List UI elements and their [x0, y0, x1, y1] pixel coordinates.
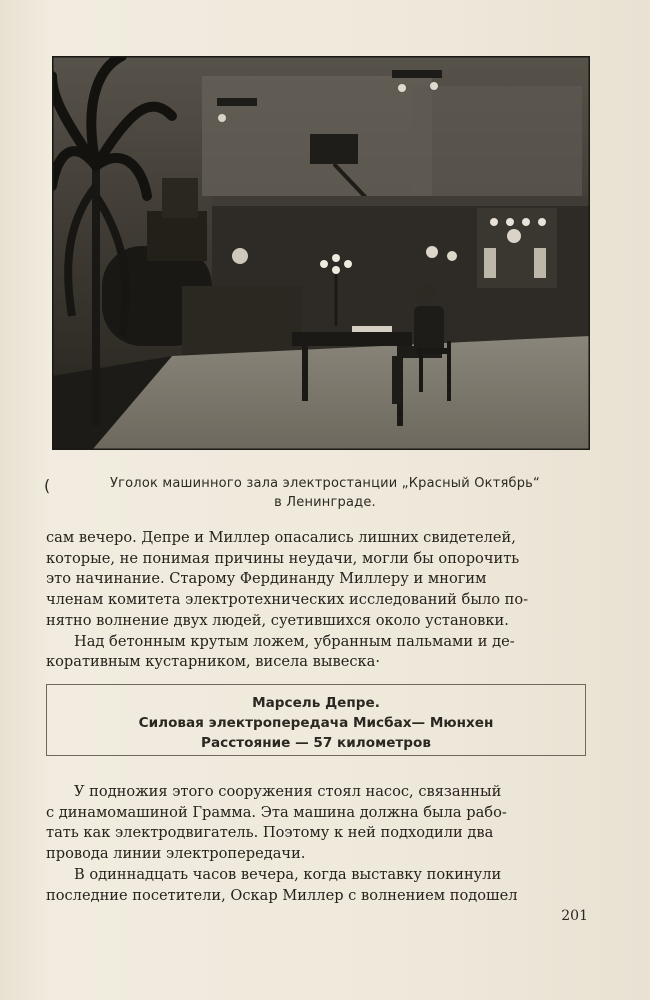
body-text-lower	[46, 782, 590, 906]
photo-illustration	[52, 56, 590, 450]
paragraph-3	[46, 782, 590, 865]
sign-line-1: Марсель Депре.	[252, 695, 380, 711]
sign-line-2: Силовая электропередача Мисбах— Мюнхен	[138, 715, 494, 731]
text-line: У подножия этого сооружения стоял насос, связанный	[74, 783, 502, 800]
page-number: 201	[561, 908, 588, 924]
caption-line-1: Уголок машинного зала электростанции „Красный Октябрь“	[110, 476, 540, 491]
paragraph-2	[46, 632, 590, 673]
text-line: тать как электродвигатель. Поэтому к ней подходили два	[46, 824, 494, 842]
text-line: сам вечеро. Депре и Миллер опасались лишних свидетелей,	[46, 529, 516, 546]
sign-line-3: Расстояние — 57 километров	[201, 735, 431, 751]
text-line: В одиннадцать часов вечера, когда выставку покинули	[74, 865, 502, 883]
text-line: провода линии электропередачи.	[46, 845, 306, 863]
paragraph-4	[46, 865, 590, 906]
machine-hall-photo	[52, 56, 590, 450]
photo-caption	[40, 474, 610, 512]
text-line: это начинание. Старому Фердинанду Миллеру и многим	[46, 570, 487, 588]
paragraph-1	[46, 528, 590, 632]
text-line: членам комитета электротехнических исследований было по-	[46, 591, 529, 609]
body-text-upper	[46, 528, 590, 673]
text-line: последние посетители, Оскар Миллер с волнением подошел	[46, 886, 518, 904]
caption-mark: (	[44, 476, 51, 495]
caption-line-2: в Ленинграде.	[274, 495, 376, 510]
text-line: Над бетонным крутым ложем, убранным пальмами и де-	[74, 632, 515, 650]
text-line: с динамомашиной Грамма. Эта машина должна была рабо-	[46, 803, 507, 821]
text-line: нятно волнение двух людей, суетившихся около установки.	[46, 611, 509, 629]
exhibition-sign	[46, 684, 586, 756]
text-line: коративным кустарником, висела вывеска·	[46, 653, 380, 671]
text-line: которые, не понимая причины неудачи, могли бы опорочить	[46, 549, 520, 567]
